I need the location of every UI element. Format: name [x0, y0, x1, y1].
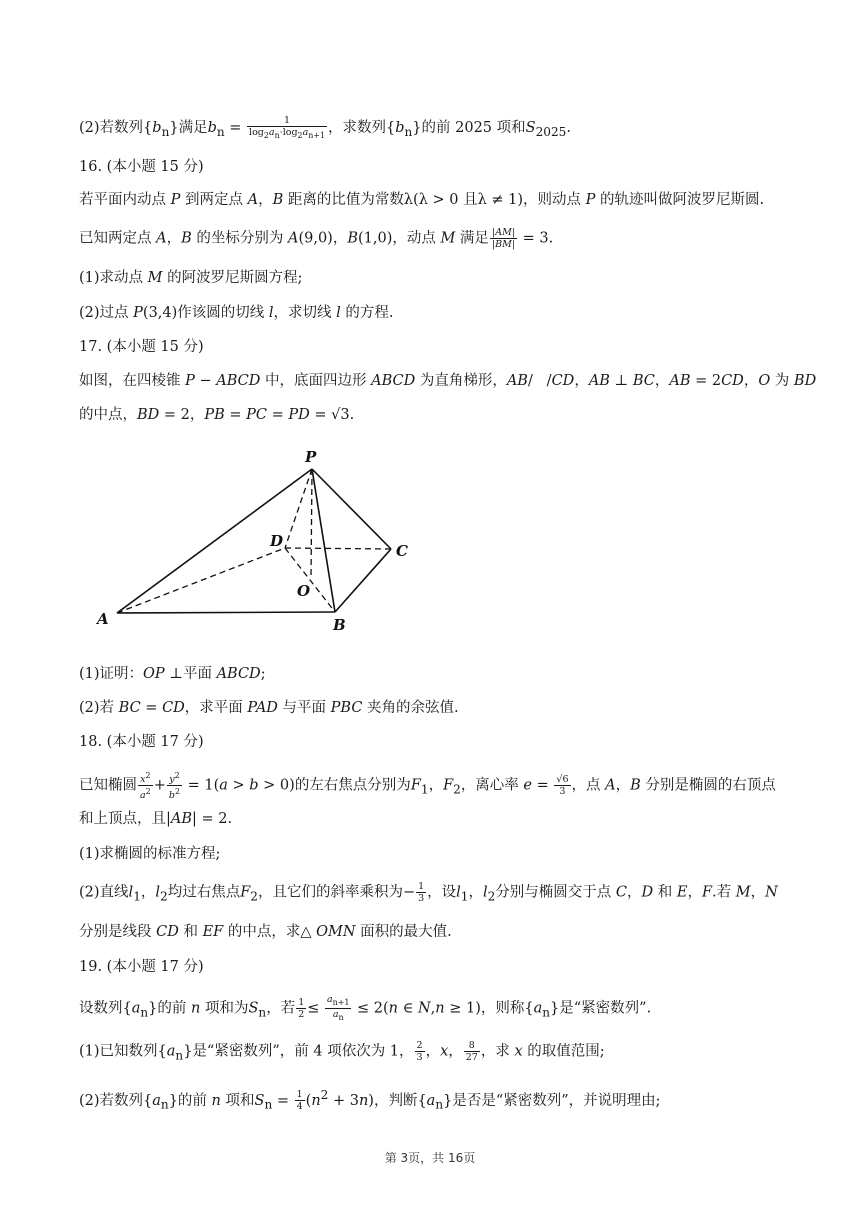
text-line: 17. (本小题 15 分)	[79, 339, 204, 355]
edge-AD	[117, 548, 285, 613]
text-line: (1)已知数列$\{a_n\}$是“紧密数列”，前 4 项依次为 1， $\frac{2}{3}$ ，x， $\frac{8}{27}$ ，求 x 的取值范围;	[79, 1040, 605, 1063]
edge-PC	[312, 469, 391, 549]
label-O: O	[297, 582, 311, 600]
edge-AB	[117, 612, 335, 613]
text-line: (1)求动点 M 的阿波罗尼斯圆方程;	[79, 270, 303, 286]
text-line: 若平面内动点 P 到两定点 A，B 距离的比值为常数λ(λ > 0 且λ ≠ 1)，则动点 P 的轨迹叫做阿波罗尼斯圆.	[79, 192, 765, 208]
page-footer: 第 3页，共 16页	[384, 1151, 476, 1165]
text-line: 18. (本小题 17 分)	[79, 734, 204, 750]
text-line: 16. (本小题 15 分)	[79, 159, 204, 175]
text-line: 已知两定点 A，B 的坐标分别为 A(9,0)，B(1,0)，动点 M 满足 $\frac{|AM|}{|BM|}$ = 3.	[79, 227, 554, 250]
label-D: D	[270, 532, 284, 550]
text-line: 19. (本小题 17 分)	[79, 959, 204, 975]
text-line: (2)过点 P(3,4)作该圆的切线 l，求切线 l 的方程.	[79, 305, 394, 321]
label-C: C	[396, 542, 408, 560]
text-line: (2)直线$l_1$，$l_2$均过右焦点$F_2$，且它们的斜率乘积为− $\frac{1}{3}$ ，设$l_1$，$l_2$分别与椭圆交于点 C，D 和 E，F.若 M，N	[79, 881, 778, 904]
edge-PD	[285, 469, 312, 548]
text-line: (1)求椭圆的标准方程;	[79, 846, 221, 862]
label-B: B	[333, 616, 346, 634]
text-line: 已知椭圆 $\frac{x^2}{a^2}$ + $\frac{y^2}{b^2}$ = 1(a > b > 0)的左右焦点分别为$F_1$，$F_2$，离心率 e = $\frac{√6}{3}$ ，点 A，B 分别是椭圆的右顶点	[79, 771, 776, 802]
text-line: (2)若数列$\{a_n\}$的前 n 项和$S_n$ = $\frac{1}{4}$ $(n^2 + 3n)$，判断$\{a_n\}$是否是“紧密数列”，并说明理由;	[79, 1088, 661, 1113]
pyramid-figure	[90, 440, 430, 640]
label-P: P	[305, 448, 317, 466]
text-line: 如图，在四棱锥 P − ABCD 中，底面四边形 ABCD 为直角梯形，AB/ /CD，AB ⊥ BC，AB = 2CD，O 为 BD	[79, 373, 817, 389]
text-line: 设数列$\{a_n\}$的前 n 项和为$S_n$，若 $\frac{1}{2}$ ≤ $\frac{a_{n+1}}{a_n}$ ≤ 2(n ∈ N,n ≥ 1)，则称$\{a_n\}$是“紧密数列”.	[79, 994, 652, 1022]
edge-DC	[285, 548, 391, 549]
text-line: 的中点，BD = 2，PB = PC = PD = √3.	[79, 407, 355, 423]
text-line: (2)若 BC = CD，求平面 PAD 与平面 PBC 夹角的余弦值.	[79, 700, 459, 716]
text-line: (2)若数列$\{b_n\}$满足$b_n$ = $\frac{1}{\log_2a_n\cdot\log_2a_{n+1}}$ ，求数列$\{b_n\}$的前 2025 项和$S_{2025}$.	[79, 115, 571, 140]
edge-PO	[311, 469, 312, 579]
edge-PB	[312, 469, 335, 612]
text-line: 分别是线段 CD 和 EF 的中点，求△ OMN 面积的最大值.	[79, 924, 452, 940]
text-line: (1)证明：OP ⊥平面 ABCD;	[79, 666, 266, 682]
label-A: A	[97, 610, 109, 628]
text-line: 和上顶点，且|AB| = 2.	[79, 811, 233, 827]
edge-BC	[335, 549, 391, 612]
edge-DB	[285, 548, 335, 612]
